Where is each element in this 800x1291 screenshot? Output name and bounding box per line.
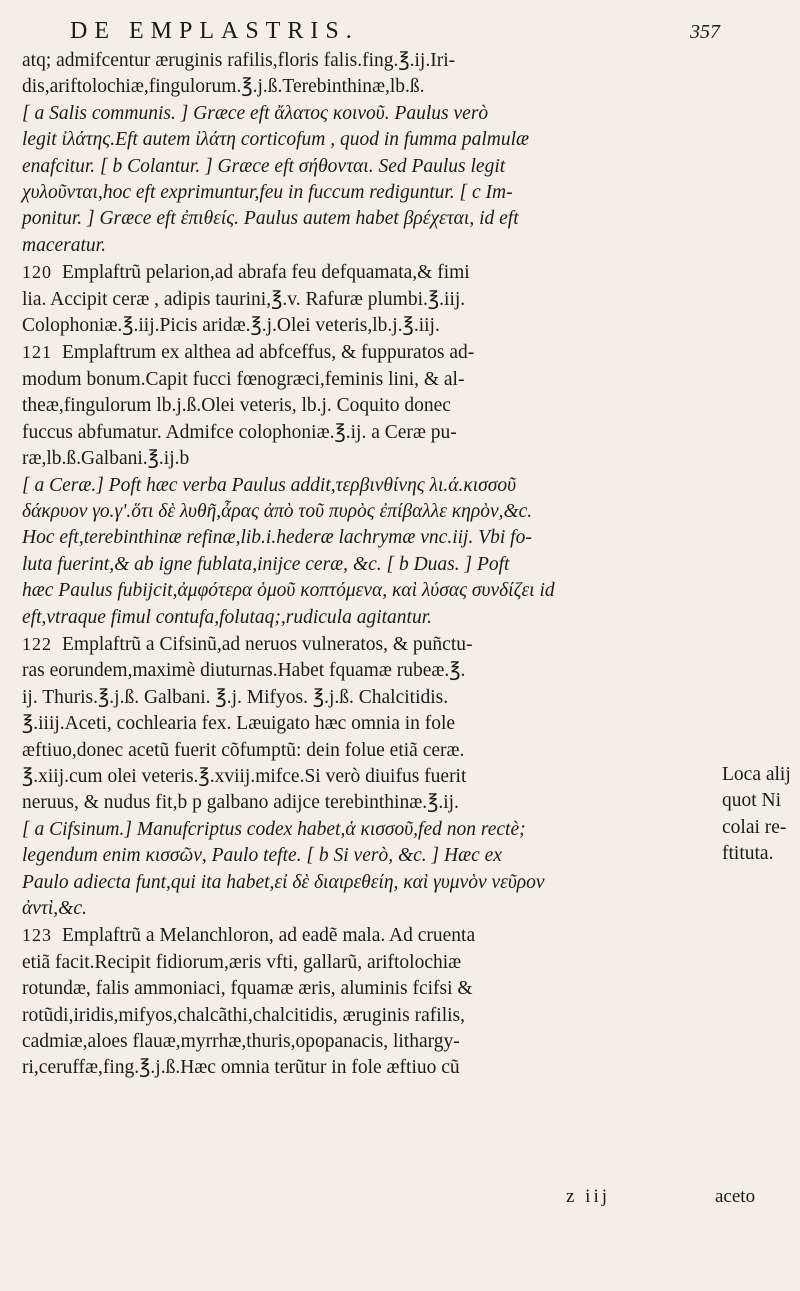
entry-number: 122 xyxy=(22,633,52,654)
recipe-entry xyxy=(22,339,712,630)
text-line: Paulo adiecta funt,qui ita habet,εἰ δὲ διαιρεθείη, καὶ γυμνὸν νεῦρον xyxy=(22,871,545,893)
page-number: 357 xyxy=(690,21,720,43)
annotation-block xyxy=(22,48,712,259)
text-line: rotundæ, falis ammoniaci, fquamæ æris, aluminis fcifsi & xyxy=(22,978,473,1000)
margin-note-line: ftituta. xyxy=(722,843,774,865)
text-line: Emplaftrum ex althea ad abfceffus, & fuppuratos ad- xyxy=(62,342,475,364)
margin-note xyxy=(722,762,796,868)
text-line: ponitur. ] Græce eft ἐπιθείς. Paulus autem habet βρέχεται, id eft xyxy=(22,208,519,230)
text-line: ἀντὶ,&c. xyxy=(22,898,87,919)
text-line: Emplaftrũ a Cifsinũ,ad neruos vulneratos, & puñctu- xyxy=(62,633,473,655)
running-title: DE EMPLASTRIS. xyxy=(70,18,359,44)
text-line: maceratur. xyxy=(22,234,106,256)
signature-mark: z iij xyxy=(566,1186,611,1207)
recipe-entry xyxy=(22,631,712,922)
margin-note-line: Loca alij xyxy=(722,764,791,785)
text-line: modum bonum.Capit fucci fœnogræci,feminis lini, & al- xyxy=(22,368,465,390)
text-line: ras eorundem,maximè diuturnas.Habet fquamæ rubeæ.℥. xyxy=(22,660,466,682)
text-line: Hoc eft,terebinthinæ refinæ,lib.i.hederæ lachrymæ vnc.iij. Vbi fo- xyxy=(22,527,532,549)
text-line: cadmiæ,aloes flauæ,myrrhæ,thuris,opopanacis, lithargy- xyxy=(22,1031,460,1053)
text-line: etiã facit.Recipit fidiorum,æris vfti, gallarũ, ariftolochiæ xyxy=(22,951,462,973)
text-line: eft,vtraque fimul contufa,folutaq;,rudicula agitantur. xyxy=(22,606,433,628)
entry-number: 121 xyxy=(22,342,52,363)
text-line: neruus, & nudus fit,b p galbano adijce terebinthinæ.℥.ij. xyxy=(22,792,459,814)
page-header xyxy=(70,18,720,45)
recipe-entry xyxy=(22,922,712,1081)
text-line: luta fuerint,& ab igne fublata,inijce ceræ, &c. [ b Duas. ] Poft xyxy=(22,553,510,575)
main-text xyxy=(22,48,712,1082)
text-line: ℥.iiij.Aceti, cochlearia fex. Læuigato hæc omnia in fole xyxy=(22,713,456,735)
text-line: dis,ariftolochiæ,fingulorum.℥.j.ß.Terebinthinæ,lb.ß. xyxy=(22,76,425,98)
text-line: [ a Ceræ.] Poft hæc verba Paulus addit,τερβινθίνης λι.ά.κισσοῦ xyxy=(22,474,517,496)
text-line: [ a Salis communis. ] Græce eft ἄλατος κοινοῦ. Paulus verò xyxy=(22,102,489,124)
text-line: [ a Cifsinum.] Manufcriptus codex habet,ἁ κισσοῦ,fed non rectè; xyxy=(22,818,526,840)
text-line: legendum enim κισσῶν, Paulo tefte. [ b Si verò, &c. ] Hæc ex xyxy=(22,845,502,867)
text-line: Emplaftrũ pelarion,ad abrafa feu defquamata,& fimi xyxy=(62,262,470,284)
text-line: ræ,lb.ß.Galbani.℥.ij.b xyxy=(22,448,190,470)
catchword: aceto xyxy=(715,1186,756,1207)
text-line: fuccus abfumatur. Admifce colophoniæ.℥.ij. a Ceræ pu- xyxy=(22,421,457,443)
recipe-entry xyxy=(22,259,712,339)
margin-note-line: quot Ni xyxy=(722,790,782,812)
text-line: ℥.xiij.cum olei veteris.℥.xviij.mifce.Si verò diuifus fuerit xyxy=(22,765,467,787)
text-line: theæ,fingulorum lb.j.ß.Olei veteris, lb.j. Coquito donec xyxy=(22,395,451,417)
text-line: enafcitur. [ b Colantur. ] Græce eft σήθονται. Sed Paulus legit xyxy=(22,155,506,177)
margin-note-line: colai re- xyxy=(722,816,787,838)
entry-number: 120 xyxy=(22,262,52,283)
text-line: atq; admifcentur æruginis rafilis,floris falis.fing.℥.ij.Iri- xyxy=(22,50,456,71)
text-line: rotũdi,iridis,mifyos,chalcãthi,chalcitidis, æruginis rafilis, xyxy=(22,1004,466,1026)
text-line: Colophoniæ.℥.iij.Picis aridæ.℥.j.Olei veteris,lb.j.℥.iij. xyxy=(22,315,440,337)
text-line: hæc Paulus fubijcit,ἀμφότερα ὁμοῦ κοπτόμενα, καὶ λύσας συνδίζει id xyxy=(22,580,555,602)
text-line: æftiuo,donec acetũ fuerit cõfumptũ: dein folue etiã ceræ. xyxy=(22,739,465,761)
text-line: ij. Thuris.℥.j.ß. Galbani. ℥.j. Mifyos. ℥.j.ß. Chalcitidis. xyxy=(22,686,449,708)
text-line: δάκρυον γο.γ'.ὅτι δὲ λυθῆ,ἆρας ἀπὸ τοῦ πυρὸς ἐπίβαλλε κηρὸν,&c. xyxy=(22,500,533,522)
text-line: Emplaftrũ a Melanchloron, ad eadẽ mala. Ad cruenta xyxy=(62,925,476,947)
entry-number: 123 xyxy=(22,925,52,946)
text-line: χυλοῦνται,hoc eft exprimuntur,feu in fuccum rediguntur. [ c Im- xyxy=(22,182,513,204)
text-line: legit ἰλάτης.Eft autem ἰλάτη corticofum , quod in fumma palmulæ xyxy=(22,129,530,151)
text-line: lia. Accipit ceræ , adipis taurini,℥.v. Rafuræ plumbi.℥.iij. xyxy=(22,288,466,310)
text-line: ri,ceruffæ,fing.℥.j.ß.Hæc omnia terũtur in fole æftiuo cũ xyxy=(22,1057,460,1079)
